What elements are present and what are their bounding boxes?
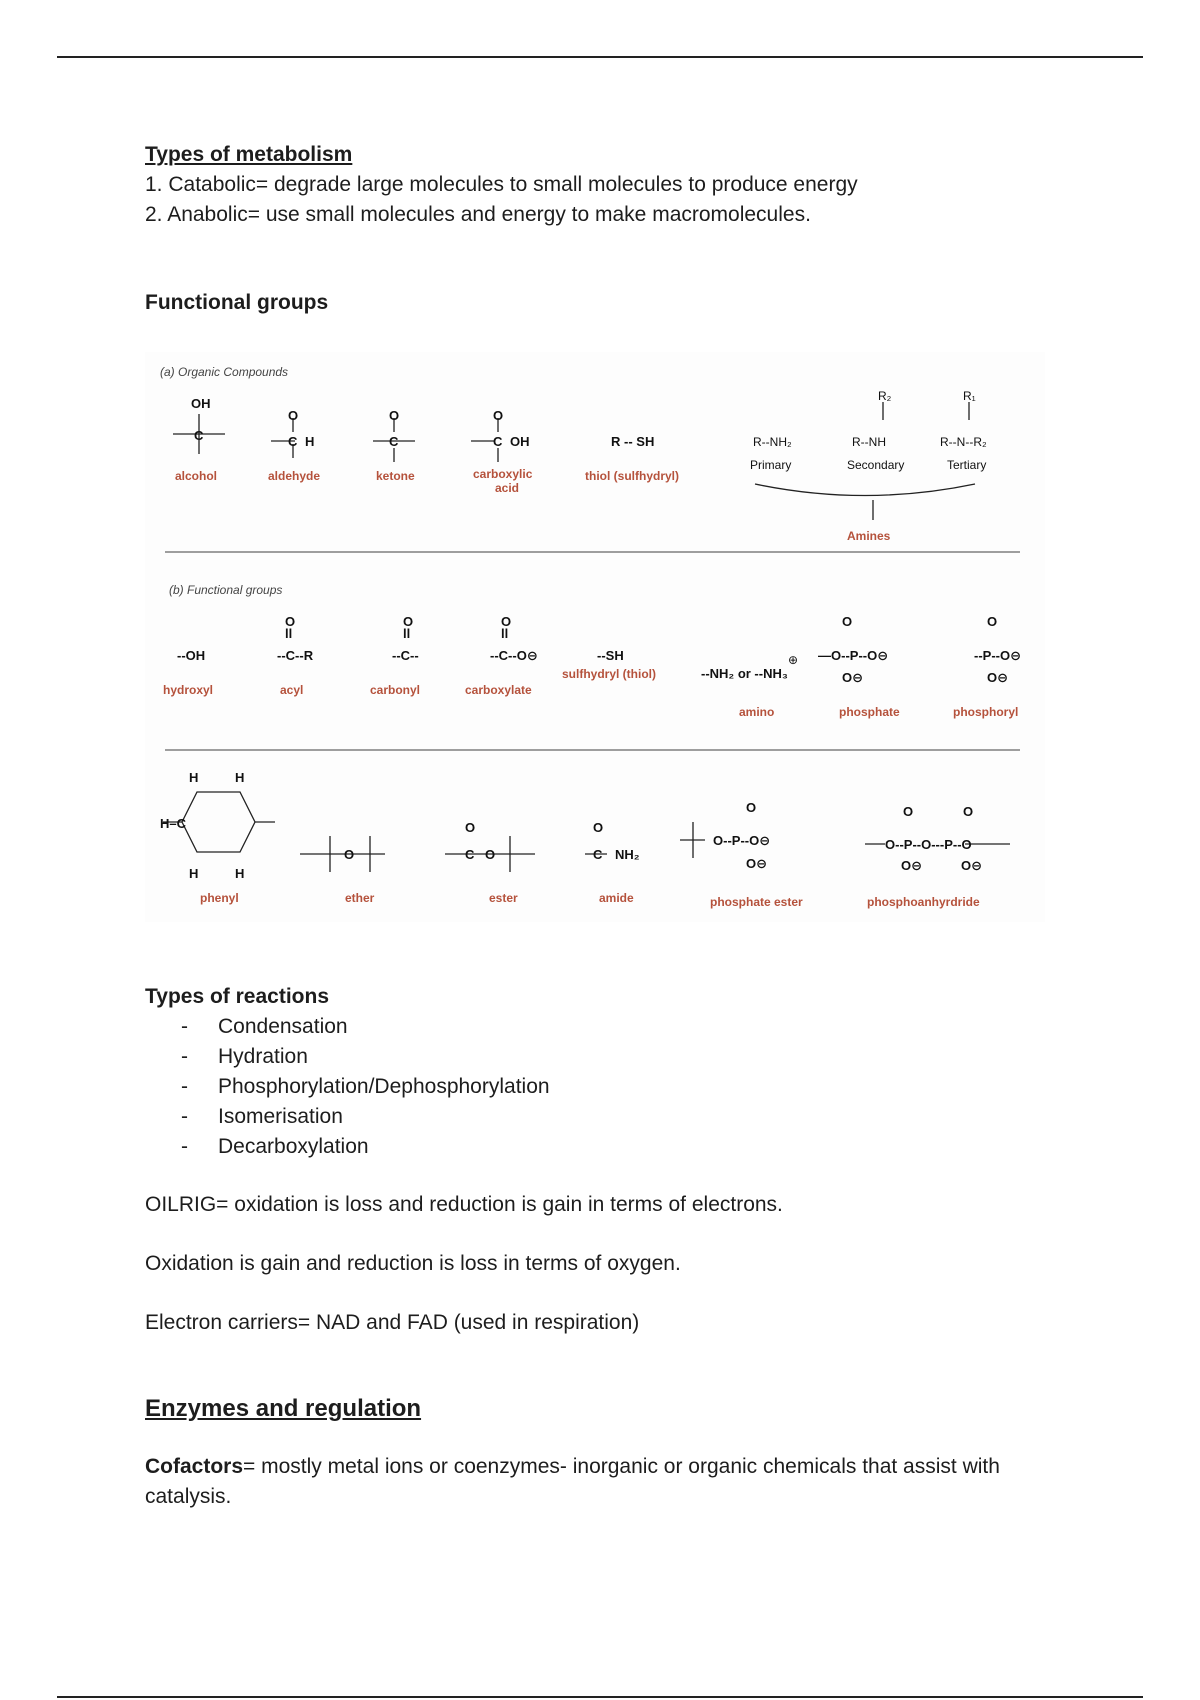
label-primary: Primary xyxy=(750,458,792,472)
svg-text:R₁: R₁ xyxy=(963,389,976,403)
svg-text:O: O xyxy=(465,820,476,835)
svg-text:C: C xyxy=(194,428,204,443)
oxygen-note: Oxidation is gain and reduction is loss in terms of oxygen. xyxy=(145,1252,681,1275)
label-carboxylic: carboxylic xyxy=(473,467,533,481)
svg-text:O--P--O⊖: O--P--O⊖ xyxy=(713,833,771,848)
svg-text:NH₂: NH₂ xyxy=(615,847,640,862)
svg-text:C: C xyxy=(288,434,298,449)
svg-text:O⊖: O⊖ xyxy=(987,670,1009,685)
label-secondary: Secondary xyxy=(847,458,905,472)
list-item: - Phosphorylation/Dephosphorylation xyxy=(181,1075,550,1098)
svg-text:--NH₂ or --NH₃: --NH₂ or --NH₃ xyxy=(701,666,788,681)
label-phosphoanhydride: phosphoanhyrdride xyxy=(867,895,980,909)
bottom-rule xyxy=(57,1696,1143,1698)
svg-text:O: O xyxy=(501,614,512,629)
metabolism-item: 2. Anabolic= use small molecules and energy to make macromolecules. xyxy=(145,203,811,226)
page-content xyxy=(145,140,1065,318)
label-phenyl: phenyl xyxy=(200,891,239,905)
svg-text:OH: OH xyxy=(510,434,530,449)
label-amide: amide xyxy=(599,891,634,905)
svg-text:O⊖: O⊖ xyxy=(901,858,923,873)
caption-functional-groups: (b) Functional groups xyxy=(169,583,283,597)
svg-text:H: H xyxy=(235,866,245,881)
electron-carriers-note: Electron carriers= NAD and FAD (used in respiration) xyxy=(145,1311,640,1334)
label-ester: ester xyxy=(489,891,518,905)
svg-text:O: O xyxy=(403,614,414,629)
svg-text:--C--: --C-- xyxy=(392,648,419,663)
svg-text:O--P--O---P--O: O--P--O---P--O xyxy=(885,837,972,852)
svg-text:O: O xyxy=(842,614,853,629)
svg-text:O⊖: O⊖ xyxy=(842,670,864,685)
svg-text:C: C xyxy=(465,847,475,862)
svg-text:C: C xyxy=(493,434,503,449)
svg-text:O⊖: O⊖ xyxy=(746,856,768,871)
top-rule xyxy=(57,56,1143,58)
enzymes-heading: Enzymes and regulation xyxy=(145,1395,422,1422)
svg-text:--P--O⊖: --P--O⊖ xyxy=(974,648,1021,663)
svg-text:O: O xyxy=(987,614,998,629)
functional-groups-heading: Functional groups xyxy=(145,291,329,314)
list-item: - Hydration xyxy=(181,1045,308,1068)
svg-text:ll: ll xyxy=(403,626,411,641)
svg-text:--C--R: --C--R xyxy=(277,648,314,663)
svg-text:H: H xyxy=(235,770,245,785)
label-phosphate: phosphate xyxy=(839,705,900,719)
label-sulfhydryl: sulfhydryl (thiol) xyxy=(562,667,656,681)
functional-groups-figure xyxy=(145,352,1045,922)
label-ether: ether xyxy=(345,891,375,905)
svg-text:H–C: H–C xyxy=(160,816,187,831)
svg-text:O: O xyxy=(903,804,914,819)
label-phosphate-ester: phosphate ester xyxy=(710,895,803,909)
label-aldehyde: aldehyde xyxy=(268,469,321,483)
svg-text:O: O xyxy=(963,804,974,819)
oilrig-note: OILRIG= oxidation is loss and reduction is gain in terms of electrons. xyxy=(145,1193,783,1216)
svg-text:O: O xyxy=(485,847,496,862)
cofactors-text: = mostly metal ions or coenzymes- inorganic or organic chemicals that assist with catalysis. xyxy=(145,1455,1000,1508)
svg-text:R₂: R₂ xyxy=(878,389,892,403)
svg-text:H: H xyxy=(189,866,199,881)
metabolism-heading: Types of metabolism xyxy=(145,143,353,166)
list-item: - Isomerisation xyxy=(181,1105,343,1128)
label-amino: amino xyxy=(739,705,775,719)
lower-content xyxy=(145,982,1065,1512)
svg-text:--C--O⊖: --C--O⊖ xyxy=(490,648,538,663)
svg-text:R -- SH: R -- SH xyxy=(611,434,655,449)
svg-text:C: C xyxy=(389,434,399,449)
svg-text:C: C xyxy=(593,847,603,862)
list-item: - Decarboxylation xyxy=(181,1135,369,1158)
label-phosphoryl: phosphoryl xyxy=(953,705,1019,719)
svg-text:O: O xyxy=(493,408,504,423)
svg-text:O: O xyxy=(593,820,604,835)
svg-text:—O--P--O⊖: —O--P--O⊖ xyxy=(818,648,889,663)
svg-text:H: H xyxy=(305,434,315,449)
svg-text:R--NH: R--NH xyxy=(852,435,886,449)
svg-text:--SH: --SH xyxy=(597,648,624,663)
label-amines: Amines xyxy=(847,529,891,543)
cofactors-term: Cofactors xyxy=(145,1455,244,1478)
svg-text:O: O xyxy=(344,847,355,862)
label-acyl: acyl xyxy=(280,683,304,697)
label-hydroxyl: hydroxyl xyxy=(163,683,214,697)
label-tertiary: Tertiary xyxy=(947,458,987,472)
label-acid: acid xyxy=(495,481,520,495)
label-carbonyl: carbonyl xyxy=(370,683,421,697)
reactions-list xyxy=(145,1012,1065,1162)
label-ketone: ketone xyxy=(376,469,415,483)
svg-text:O: O xyxy=(285,614,296,629)
svg-text:O⊖: O⊖ xyxy=(961,858,983,873)
svg-text:H: H xyxy=(189,770,199,785)
svg-text:ll: ll xyxy=(285,626,293,641)
caption-organic-compounds: (a) Organic Compounds xyxy=(160,365,289,379)
svg-text:ll: ll xyxy=(501,626,509,641)
label-carboxylate: carboxylate xyxy=(465,683,532,697)
svg-text:O: O xyxy=(288,408,299,423)
reactions-heading: Types of reactions xyxy=(145,985,329,1008)
svg-text:OH: OH xyxy=(191,396,211,411)
label-thiol: thiol (sulfhydryl) xyxy=(585,469,679,483)
label-alcohol: alcohol xyxy=(175,469,218,483)
svg-text:--OH: --OH xyxy=(177,648,206,663)
svg-text:O: O xyxy=(746,800,757,815)
cofactors-paragraph xyxy=(145,1452,1065,1512)
svg-text:R--NH₂: R--NH₂ xyxy=(753,435,792,449)
svg-text:R--N--R₂: R--N--R₂ xyxy=(940,435,987,449)
svg-text:⊕: ⊕ xyxy=(788,653,799,667)
list-item: - Condensation xyxy=(181,1015,348,1038)
metabolism-item: 1. Catabolic= degrade large molecules to small molecules to produce energy xyxy=(145,173,858,196)
svg-text:O: O xyxy=(389,408,400,423)
